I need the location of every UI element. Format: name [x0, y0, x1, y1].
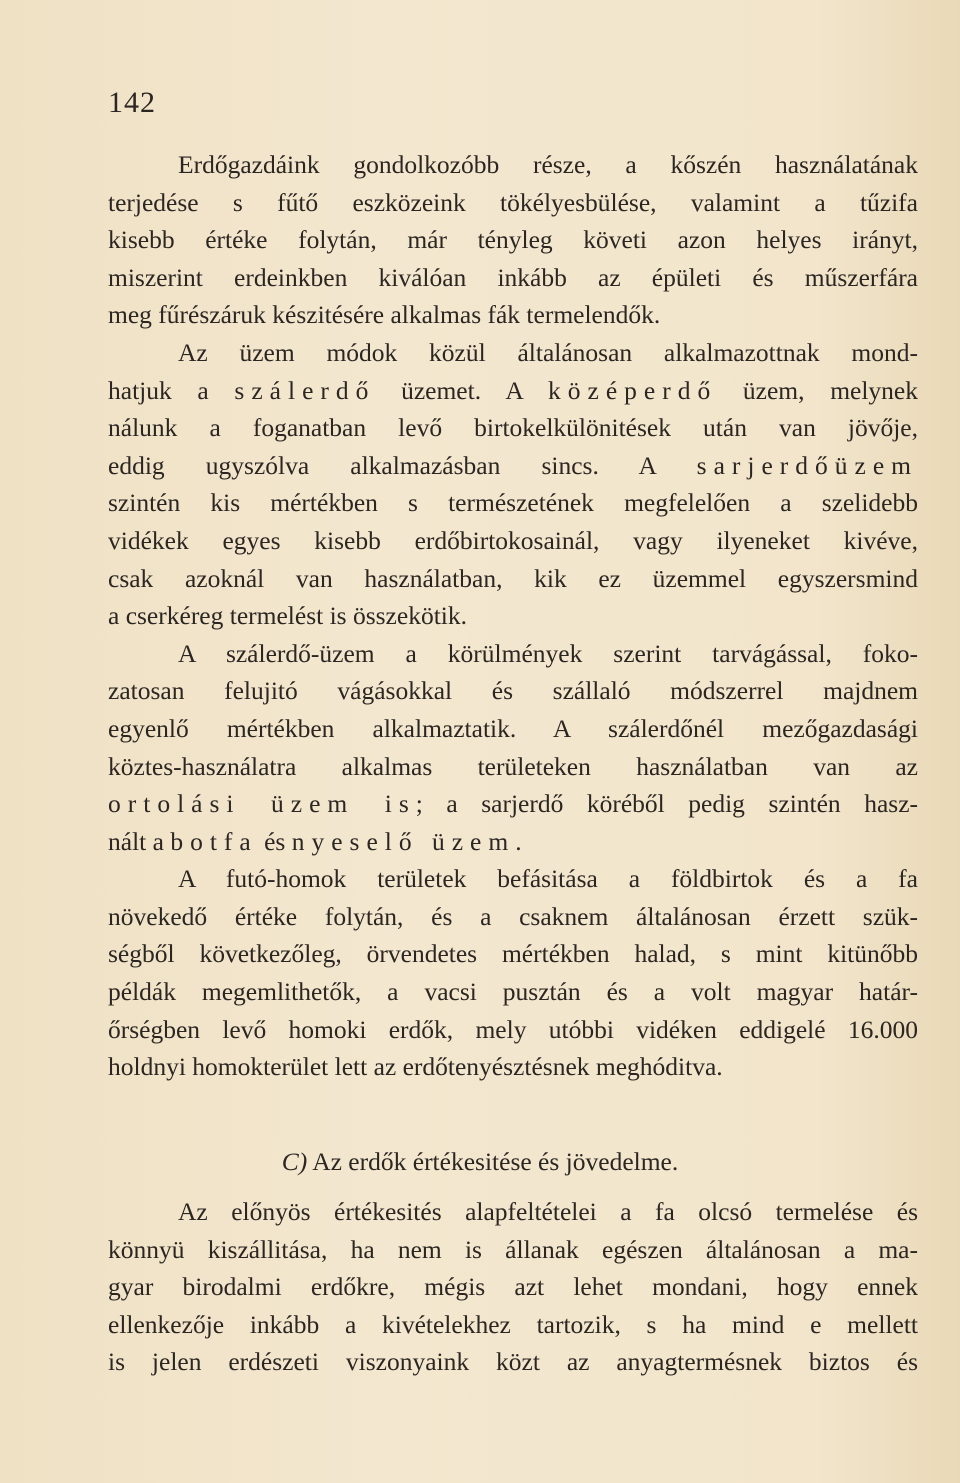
text-line: növekedő értéke folytán, és a csaknem általánosan érzett szük- — [108, 901, 918, 931]
text-line: szintén kis mértékben s természetének megfelelően a szelidebb — [108, 488, 918, 518]
body-text-section-2 — [108, 1193, 918, 1381]
text-line: Erdőgazdáink gondolkozóbb része, a kőszén használatának — [178, 150, 918, 179]
section-heading — [0, 1143, 960, 1180]
text-line: terjedése s fűtő eszközeink tökélyesbülése, valamint a tűzifa — [108, 187, 918, 217]
text-line: zatosan felujitó vágásokkal és szállaló módszerrel majdnem — [108, 676, 918, 706]
body-text-section-1 — [108, 146, 918, 1086]
text-line: holdnyi homokterület lett az erdőtenyésztésnek meghóditva. — [108, 1052, 723, 1082]
text-line: vidékek egyes kisebb erdőbirtokosainál, vagy ilyeneket kivéve, — [108, 525, 918, 555]
text-run: . — [515, 826, 522, 856]
text-run: hatjuk a — [108, 375, 235, 405]
text-line: egyenlő mértékben alkalmaztatik. A szálerdőnél mezőgazdasági — [108, 713, 918, 743]
text-line: őrségben levő homoki erdők, mely utóbbi vidéken eddigelé 16.000 — [108, 1014, 918, 1044]
text-line — [108, 372, 918, 410]
text-line: a cserkéreg termelést is összekötik. — [108, 601, 467, 631]
text-line: ségből következőleg, örvendetes mértékben halad, s mint kitünőbb — [108, 939, 918, 969]
text-line: csak azoknál van használatban, kik ez üzemmel egyszersmind — [108, 563, 918, 593]
spaced-term-sarjerdouzem: sarjerdőüzem — [696, 450, 918, 480]
text-line: A szálerdő-üzem a körülmények szerint tarvágással, foko- — [178, 638, 918, 668]
text-line: példák megemlithetők, a vacsi pusztán és a volt magyar határ- — [108, 977, 918, 1007]
text-line: meg fűrészáruk készitésére alkalmas fák termelendők. — [108, 300, 661, 330]
text-line: kisebb értéke folytán, már tényleg követi azon helyes irányt, — [108, 225, 918, 255]
page-number: 142 — [108, 86, 156, 119]
text-line: miszerint erdeinkben kiválóan inkább az épületi és műszerfára — [108, 262, 918, 292]
text-run: üzem, melynek — [717, 375, 918, 405]
text-line: gyar birodalmi erdőkre, mégis azt lehet mondani, hogy ennek — [108, 1272, 918, 1302]
text-line: köztes-használatra alkalmas területeken használatban van az — [108, 751, 918, 781]
text-line: nálunk a foganatban levő birtokelkülönitések után van jövője, — [108, 413, 918, 443]
text-run: eddig ugyszólva alkalmazásban sincs. A — [108, 450, 697, 480]
spaced-term-botfa: botfa — [170, 826, 258, 856]
text-run: és — [257, 826, 292, 856]
text-line: ellenkezője inkább a kivételekhez tartozik, s ha mind e mellett — [108, 1309, 918, 1339]
text-line — [108, 447, 918, 485]
text-line: A futó-homok területek befásitása a földbirtok és a fa — [178, 864, 918, 894]
text-run: üzemet. A — [375, 375, 549, 405]
text-line — [108, 785, 918, 823]
text-line: Az előnyös értékesités alapfeltételei a fa olcsó termelése és — [178, 1197, 918, 1226]
section-title: Az erdők értékesitése és jövedelme. — [312, 1147, 679, 1176]
spaced-term-kozeperdo: középerdő — [548, 375, 718, 405]
text-line: könnyü kiszállitása, ha nem is állanak egészen általánosan a ma- — [108, 1234, 918, 1264]
section-letter: C) — [281, 1147, 308, 1176]
text-run: ; a sarjerdő köréből pedig szintén hasz- — [415, 789, 919, 819]
text-line — [108, 823, 918, 861]
spaced-term-szalerdo: szálerdő — [234, 375, 376, 405]
text-line: Az üzem módok közül általánosan alkalmazottnak mond- — [178, 337, 918, 367]
spaced-term-nyeselo-uzem: nyeselő üzem — [291, 826, 516, 856]
text-run: nált a — [108, 826, 171, 856]
spaced-term-ortolasi-uzem: ortolási üzem is — [108, 789, 416, 819]
text-line: is jelen erdészeti viszonyaink közt az anyagtermésnek biztos és — [108, 1347, 918, 1377]
